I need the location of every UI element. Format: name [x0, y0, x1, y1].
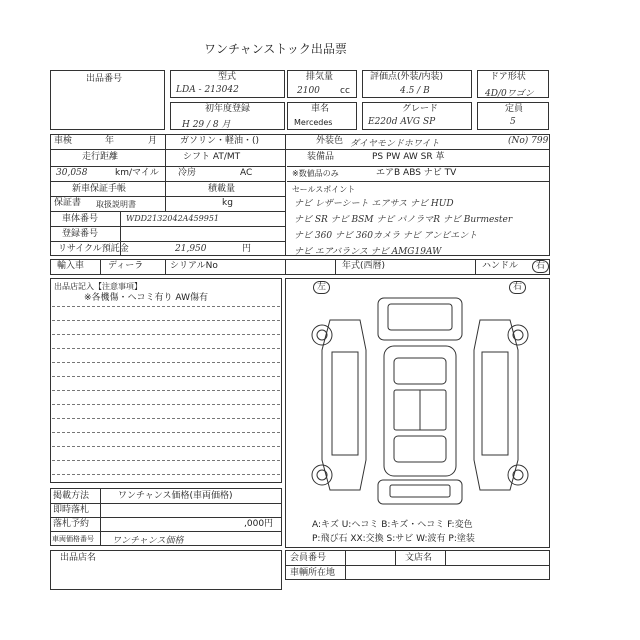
diagram-right-label: 右 [509, 281, 526, 294]
exterior-color-label: 外装色 [316, 136, 344, 146]
recycle-unit: 円 [242, 244, 252, 254]
instant-label: 即時落札 [53, 505, 90, 515]
recycle-value: 21,950 [175, 244, 207, 254]
maker-value: Mercedes [294, 118, 333, 127]
seats-value: 5 [510, 117, 516, 127]
diagram-legend-2: P:飛び石 XX:交換 S:サビ W:波有 P:塗装 [312, 534, 475, 544]
shaken-year: 年 [105, 136, 115, 146]
location-label: 車輌所在地 [290, 568, 336, 578]
payload-unit: kg [222, 198, 233, 208]
shop-name-label: 出品店名 [60, 553, 97, 563]
import-label: 輸入車 [57, 261, 85, 271]
warranty-label: 保証書 [54, 198, 82, 208]
equipment-value: PS PW AW SR 革 [372, 152, 445, 162]
first-reg-label: 初年度登録 [205, 104, 251, 114]
sales-point-1: ナビ レザーシート エアサス ナビ HUD [294, 199, 454, 209]
notes-heading: 出品店記入【注意事項】 [54, 282, 142, 291]
displacement-unit: cc [340, 86, 350, 96]
hope-label: 落札予約 [53, 519, 90, 529]
warranty-options: 取扱説明書 [96, 200, 136, 209]
shift-value: シフト AT/MT [183, 152, 241, 162]
mileage-value: 30,058 [56, 168, 88, 178]
sales-point-3: ナビ 360 ナビ 360カメラ ナビ アンビエント [294, 231, 478, 241]
notes-line-1: ※各機傷・ヘコミ有り AW傷有 [84, 293, 208, 303]
doors-value: 4D/0ワゴン [485, 89, 534, 99]
contact-label: 文店名 [405, 553, 433, 563]
vin-value: WDD2132042A459951 [126, 214, 219, 223]
color-no-value: (No) 799 [508, 136, 549, 146]
sales-points-label: セールスポイント [292, 185, 356, 194]
car-diagram-icon [300, 290, 540, 510]
mileage-unit: km/マイル [115, 168, 159, 178]
maker-label: 車名 [311, 104, 330, 114]
exterior-color-value: ダイヤモンドホワイト [350, 139, 440, 149]
vin-label: 車体番号 [62, 214, 99, 224]
method-value: ワンチャンス価格(車両価格) [118, 491, 233, 501]
diagram-left-label: 左 [313, 281, 330, 294]
dealer-value: ディーラ [108, 261, 144, 271]
fuel-value: ガソリン・軽油・() [180, 136, 260, 146]
notes-panel [50, 278, 282, 483]
score-value: 4.5 / B [400, 86, 430, 96]
first-reg-value: H 29 / 8 月 [182, 120, 231, 130]
ac-value: AC [240, 168, 253, 178]
serial-value: シリアルNo [170, 261, 218, 271]
sales-point-4: ナビ エアバランス ナビ AMG19AW [294, 247, 442, 257]
year-label: 年式(西暦) [342, 261, 386, 271]
equipment-label: 装備品 [307, 152, 335, 162]
score-label: 評価点(外装/内装) [370, 72, 444, 82]
reg-no-label: 登録番号 [62, 229, 99, 239]
stock-value: ワンチャンス価格 [112, 536, 184, 546]
equipment-value-2: エアB ABS ナビ TV [376, 168, 457, 178]
stock-label: 車両価格番号 [52, 535, 94, 543]
sales-point-2: ナビ SR ナビ BSM ナビ パノラマR ナビ Burmester [294, 215, 513, 225]
payload-label: 積載量 [208, 184, 236, 194]
equipment-note: ※数値品のみ [292, 169, 339, 178]
lot-no-label: 出品番号 [86, 74, 123, 84]
model-code-label: 型式 [218, 72, 237, 82]
diagram-legend-1: A:キズ U:ヘコミ B:キズ・ヘコミ F:変色 [312, 520, 473, 530]
recycle-label: リサイクル預託金 [58, 244, 129, 254]
new-warranty-label: 新車保証手帳 [72, 184, 127, 194]
displacement-label: 排気量 [306, 72, 334, 82]
displacement-value: 2100 [297, 86, 320, 96]
doors-label: ドア形状 [490, 72, 526, 82]
handle-value: 右 [532, 260, 549, 273]
grade-label: グレード [402, 104, 439, 114]
grade-value: E220d AVG SP [368, 117, 436, 127]
handle-label: ハンドル [482, 261, 519, 271]
seats-label: 定員 [505, 104, 524, 114]
shaken-month: 月 [148, 136, 158, 146]
shaken-label: 車検 [54, 136, 73, 146]
ac-label: 冷房 [178, 168, 197, 178]
method-label: 掲載方法 [53, 491, 90, 501]
member-no-label: 会員番号 [290, 553, 327, 563]
model-code-value: LDA - 213042 [176, 85, 239, 95]
mileage-label: 走行距離 [82, 152, 119, 162]
page-title: ワンチャンストック出品票 [204, 42, 347, 56]
price-value: ,000円 [244, 519, 274, 529]
